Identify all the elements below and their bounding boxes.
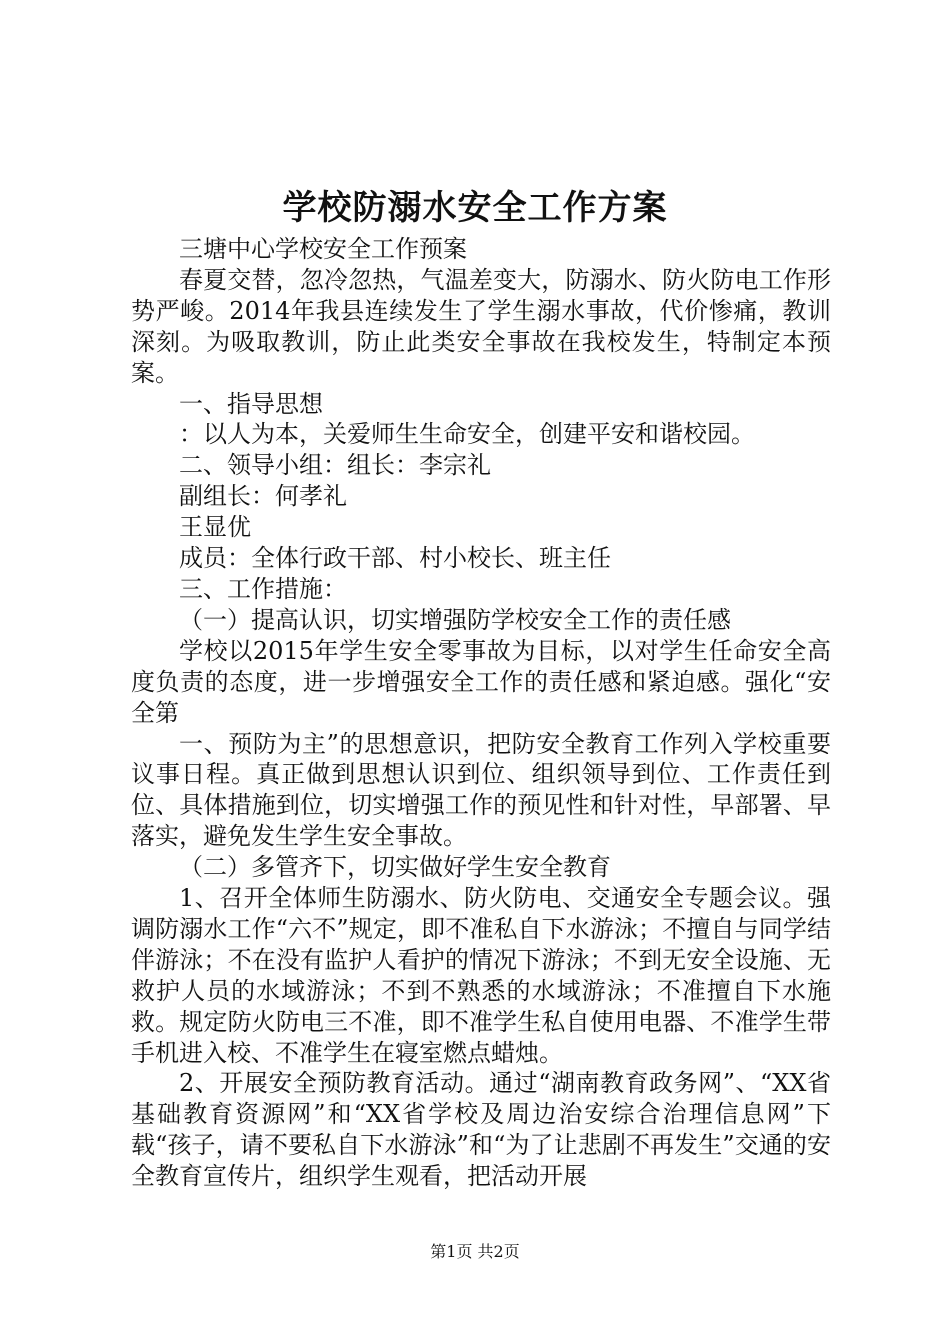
document-title: 学校防溺水安全工作方案 (282, 188, 668, 228)
paragraph-measure-1-text: 学校以2015年学生安全零事故为目标，以对学生任命安全高度负责的态度，进一步增强安全工作的责任感和紧迫感。强化“安全第 (131, 636, 831, 727)
paragraph-item-1: 1、召开全体师生防溺水、防火防电、交通安全专题会议。强调防溺水工作“六不”规定，即不准私自下水游泳；不擅自与同学结伴游泳；不在没有监护人看护的情况下游泳；不到无安全设施、无救护人员的水域游泳；不到不熟悉的水域游泳；不准擅自下水施救。规定防火防电三不准，即不准学生私自使用电器、不准学生带手机进入校、不准学生在寝室燃点蜡烛。 (131, 884, 831, 1067)
paragraph-guiding-text: ：以人为本，关爱师生生命安全，创建平安和谐校园。 (179, 420, 755, 449)
paragraph-heading-measures: 三、工作措施： (179, 574, 347, 603)
paragraph-members: 成员：全体行政干部、村小校长、班主任 (179, 544, 611, 573)
document-body (131, 234, 831, 1192)
paragraph-item-2: 2、开展安全预防教育活动。通过“湖南教育政务网”、“XX省基础教育资源网”和“XX省学校及周边治安综合治理信息网”下载“孩子，请不要私自下水游泳”和“为了让悲剧不再发生”交通的安全教育宣传片，组织学生观看，把活动开展 (131, 1069, 831, 1191)
paragraph-deputy-2: 王显优 (179, 513, 251, 542)
paragraph-leadership: 二、领导小组：组长：李宗礼 (179, 451, 491, 480)
page-footer: 第1页 共2页 (430, 1242, 520, 1261)
paragraph-deputy: 副组长：何孝礼 (179, 482, 347, 511)
paragraph-measure-1-heading: （一）提高认识，切实增强防学校安全工作的责任感 (179, 605, 731, 634)
paragraph-measure-1-text-cont: 一、预防为主”的思想意识，把防安全教育工作列入学校重要议事日程。真正做到思想认识到位、组织领导到位、工作责任到位、具体措施到位，切实增强工作的预见性和针对性，早部署、早落实，避免发生学生安全事故。 (131, 729, 831, 851)
paragraph-intro: 春夏交替，忽冷忽热，气温差变大，防溺水、防火防电工作形势严峻。2014年我县连续发生了学生溺水事故，代价惨痛，教训深刻。为吸取教训，防止此类安全事故在我校发生，特制定本预案。 (131, 265, 831, 387)
paragraph-heading-guiding: 一、指导思想 (179, 389, 323, 418)
paragraph-subtitle: 三塘中心学校安全工作预案 (179, 235, 467, 263)
paragraph-measure-2-heading: （二）多管齐下，切实做好学生安全教育 (179, 853, 611, 882)
